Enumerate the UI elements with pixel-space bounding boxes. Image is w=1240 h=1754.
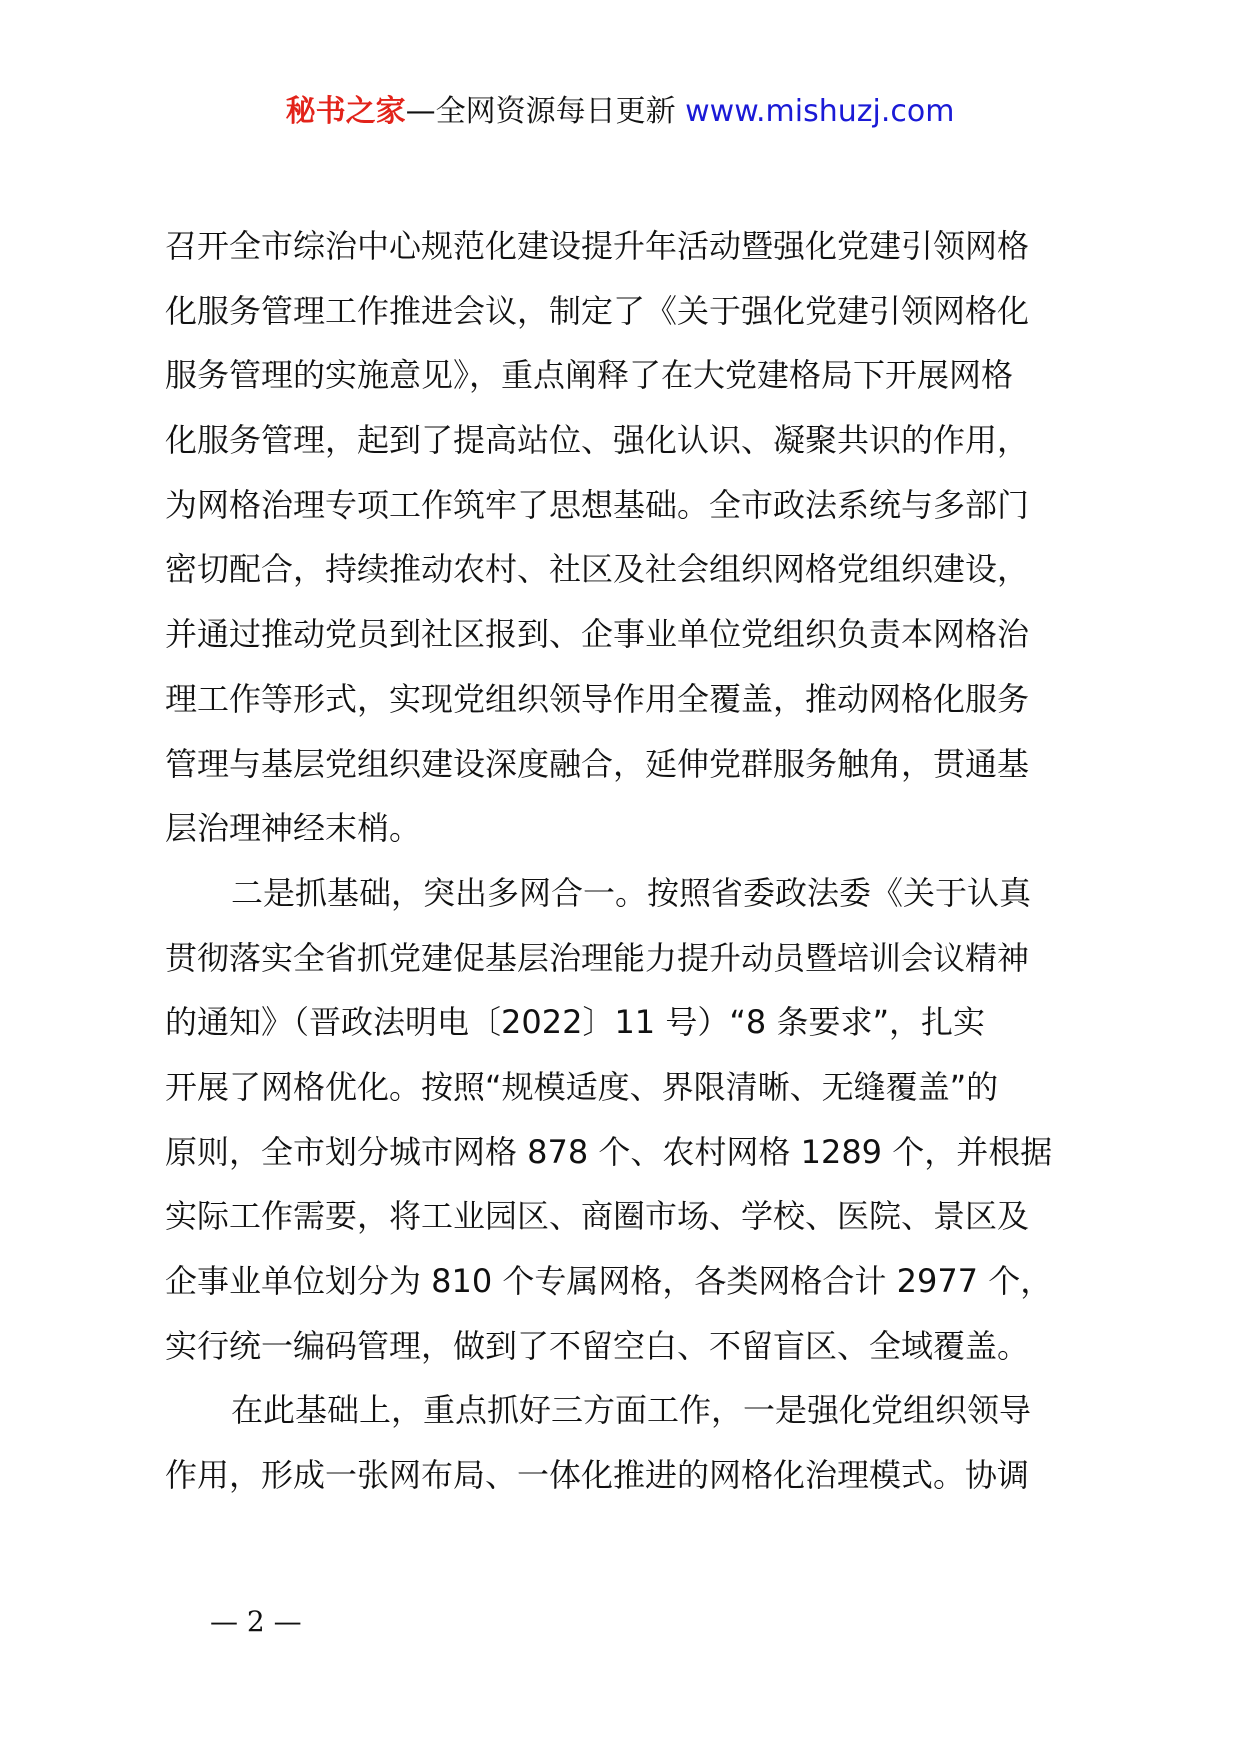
body-line: 密切配合，持续推动农村、社区及社会组织网格党组织建设， [165, 550, 1030, 589]
body-line: 作用，形成一张网布局、一体化推进的网格化治理模式。协调 [165, 1456, 1030, 1495]
body-line: 召开全市综治中心规范化建设提升年活动暨强化党建引领网格 [165, 227, 1030, 265]
body-line: 开展了网格优化。按照“规模适度、界限清晰、无缝覆盖”的 [165, 1067, 999, 1106]
header-tagline: —全网资源每日更新 [405, 94, 676, 129]
body-line: 原则，全市划分城市网格 878 个、农村网格 1289 个，并根据 [165, 1132, 1053, 1171]
body-line: 层治理神经末梢。 [165, 809, 422, 848]
page-number: — 2 — [210, 1605, 302, 1638]
body-line: 为网格治理专项工作筑牢了思想基础。全市政法系统与多部门 [165, 485, 1030, 524]
body-line: 的通知》（晋政法明电〔2022〕11 号）“8 条要求”，扎实 [165, 1003, 986, 1042]
body-line: 化服务管理工作推进会议，制定了《关于强化党建引领网格化 [165, 291, 1030, 330]
body-line: 管理与基层党组织建设深度融合，延伸党群服务触角，贯通基 [165, 744, 1030, 783]
site-header [0, 92, 1240, 132]
paragraph-start-line: 在此基础上，重点抓好三方面工作，一是强化党组织领导 [231, 1391, 1032, 1430]
document-body [165, 214, 1085, 1508]
body-line: 并通过推动党员到社区报到、企事业单位党组织负责本网格治 [165, 615, 1030, 654]
body-line: 服务管理的实施意见》，重点阐释了在大党建格局下开展网格 [165, 356, 1014, 395]
body-line: 实际工作需要，将工业园区、商圈市场、学校、医院、景区及 [165, 1197, 1030, 1236]
body-line: 化服务管理，起到了提高站位、强化认识、凝聚共识的作用， [165, 421, 1030, 460]
body-line: 理工作等形式，实现党组织领导作用全覆盖，推动网格化服务 [165, 679, 1030, 718]
body-line: 实行统一编码管理，做到了不留空白、不留盲区、全域覆盖。 [165, 1326, 1030, 1365]
body-line: 企事业单位划分为 810 个专属网格，各类网格合计 2977 个， [165, 1262, 1053, 1300]
body-line: 贯彻落实全省抓党建促基层治理能力提升动员暨培训会议精神 [165, 938, 1030, 977]
brand-name: 秘书之家 [285, 94, 406, 129]
paragraph-start-line: 二是抓基础，突出多网合一。按照省委政法委《关于认真 [231, 873, 1032, 912]
site-url-link[interactable]: www.mishuzj.com [685, 94, 955, 129]
